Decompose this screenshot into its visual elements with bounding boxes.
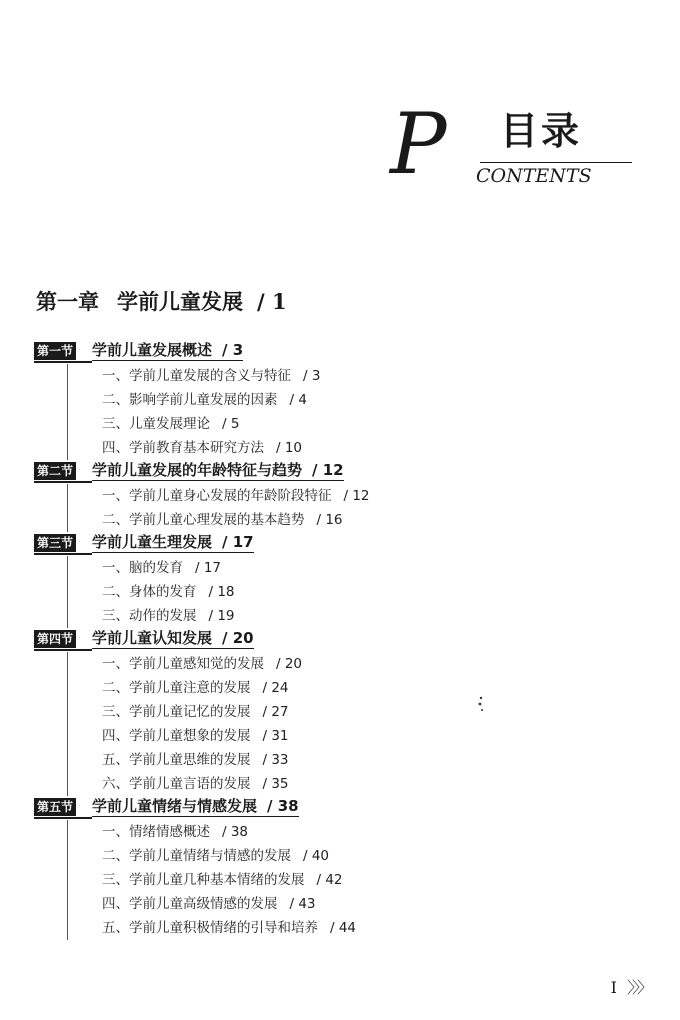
- entry-page: / 19: [208, 608, 235, 624]
- entry-title: 二、影响学前儿童发展的因素: [102, 392, 278, 408]
- toc-entry[interactable]: [102, 916, 634, 940]
- entry-title: 一、学前儿童身心发展的年龄阶段特征: [102, 488, 332, 504]
- section-title-text: 学前儿童情绪与情感发展: [92, 797, 258, 815]
- entry-title: 二、学前儿童情绪与情感的发展: [102, 848, 291, 864]
- chapter-label: 第一章: [36, 289, 99, 314]
- entry-title: 一、脑的发育: [102, 560, 183, 576]
- entry-title: 一、情绪情感概述: [102, 824, 210, 840]
- toc-section: [34, 534, 634, 628]
- entry-title: 一、学前儿童感知觉的发展: [102, 656, 264, 672]
- section-heading[interactable]: [34, 534, 634, 556]
- entry-page: / 42: [316, 872, 343, 888]
- toc-entry[interactable]: [102, 868, 634, 892]
- toc-entry[interactable]: [102, 724, 634, 748]
- section-title-text: 学前儿童发展概述: [92, 341, 213, 359]
- section-items: [67, 364, 634, 460]
- toc-entry[interactable]: [102, 388, 634, 412]
- toc-entry[interactable]: [102, 820, 634, 844]
- entry-title: 一、学前儿童发展的含义与特征: [102, 368, 291, 384]
- toc-entry[interactable]: [102, 652, 634, 676]
- section-items: [67, 820, 634, 940]
- entry-title: 三、动作的发展: [102, 608, 197, 624]
- entry-title: 六、学前儿童言语的发展: [102, 776, 251, 792]
- section-underline: [34, 481, 92, 483]
- entry-page: / 12: [343, 488, 370, 504]
- entry-title: 四、学前儿童高级情感的发展: [102, 896, 278, 912]
- section-heading[interactable]: [34, 630, 634, 652]
- chapter-title: 学前儿童发展: [117, 289, 243, 314]
- page-title: 目录: [500, 109, 583, 153]
- entry-page: / 27: [262, 704, 289, 720]
- entry-title: 三、学前儿童记忆的发展: [102, 704, 251, 720]
- section-page: / 20: [222, 629, 254, 647]
- entry-title: 三、儿童发展理论: [102, 416, 210, 432]
- entry-page: / 20: [276, 656, 303, 672]
- section-label: 第五节: [34, 798, 76, 816]
- section-page: / 12: [312, 461, 344, 479]
- section-underline: [34, 817, 92, 819]
- section-items: [67, 484, 634, 532]
- scan-speck-icon: [476, 694, 486, 714]
- section-heading[interactable]: [34, 462, 634, 484]
- entry-page: / 10: [276, 440, 303, 456]
- entry-title: 五、学前儿童积极情绪的引导和培养: [102, 920, 318, 936]
- toc-entry[interactable]: [102, 748, 634, 772]
- section-label: 第一节: [34, 342, 76, 360]
- toc-entry[interactable]: [102, 436, 634, 460]
- entry-page: / 40: [303, 848, 330, 864]
- entry-title: 五、学前儿童思维的发展: [102, 752, 251, 768]
- section-items: [67, 556, 634, 628]
- toc-section: [34, 630, 634, 796]
- toc-section: [34, 462, 634, 532]
- entry-page: / 3: [303, 368, 321, 384]
- entry-title: 三、学前儿童几种基本情绪的发展: [102, 872, 305, 888]
- section-title-text: 学前儿童发展的年龄特征与趋势: [92, 461, 303, 479]
- entry-page: / 4: [289, 392, 307, 408]
- decorative-initial: P: [390, 95, 447, 193]
- section-heading[interactable]: [34, 342, 634, 364]
- section-label: 第四节: [34, 630, 76, 648]
- section-title: [92, 797, 299, 817]
- section-underline: [34, 553, 92, 555]
- toc-entry[interactable]: [102, 484, 634, 508]
- entry-title: 四、学前儿童想象的发展: [102, 728, 251, 744]
- section-page: / 3: [222, 341, 244, 359]
- entry-page: / 44: [330, 920, 357, 936]
- section-label: 第二节: [34, 462, 76, 480]
- entry-page: / 33: [262, 752, 289, 768]
- section-items: [67, 652, 634, 796]
- toc-entry[interactable]: [102, 772, 634, 796]
- entry-title: 四、学前教育基本研究方法: [102, 440, 264, 456]
- next-arrows-icon: 〉〉〉: [626, 978, 650, 997]
- section-title-text: 学前儿童生理发展: [92, 533, 213, 551]
- entry-page: / 31: [262, 728, 289, 744]
- entry-page: / 43: [289, 896, 316, 912]
- page-subtitle: CONTENTS: [476, 165, 592, 187]
- chapter-page: / 1: [257, 289, 287, 314]
- section-page: / 38: [267, 797, 299, 815]
- entry-page: / 5: [222, 416, 240, 432]
- entry-page: / 24: [262, 680, 289, 696]
- section-title: [92, 461, 344, 481]
- section-title: [92, 341, 243, 361]
- toc-entry[interactable]: [102, 700, 634, 724]
- toc-entry[interactable]: [102, 412, 634, 436]
- toc-entry[interactable]: [102, 676, 634, 700]
- page-number: I: [610, 978, 617, 997]
- toc-entry[interactable]: [102, 604, 634, 628]
- page-footer: [611, 975, 650, 998]
- toc-entry[interactable]: [102, 892, 634, 916]
- entry-title: 二、学前儿童注意的发展: [102, 680, 251, 696]
- entry-page: / 18: [208, 584, 235, 600]
- toc-section: [34, 798, 634, 940]
- toc-entry[interactable]: [102, 556, 634, 580]
- toc-section: [34, 342, 634, 460]
- section-underline: [34, 361, 92, 363]
- section-underline: [34, 649, 92, 651]
- section-title: [92, 629, 254, 649]
- entry-title: 二、学前儿童心理发展的基本趋势: [102, 512, 305, 528]
- section-title-text: 学前儿童认知发展: [92, 629, 213, 647]
- entry-page: / 35: [262, 776, 289, 792]
- toc-entry[interactable]: [102, 364, 634, 388]
- entry-page: / 17: [195, 560, 222, 576]
- entry-page: / 16: [316, 512, 343, 528]
- toc-entry[interactable]: [102, 844, 634, 868]
- section-label: 第三节: [34, 534, 76, 552]
- toc-entry[interactable]: [102, 580, 634, 604]
- toc-entry[interactable]: [102, 508, 634, 532]
- entry-page: / 38: [222, 824, 249, 840]
- entry-title: 二、身体的发育: [102, 584, 197, 600]
- section-heading[interactable]: [34, 798, 634, 820]
- section-page: / 17: [222, 533, 254, 551]
- section-title: [92, 533, 254, 553]
